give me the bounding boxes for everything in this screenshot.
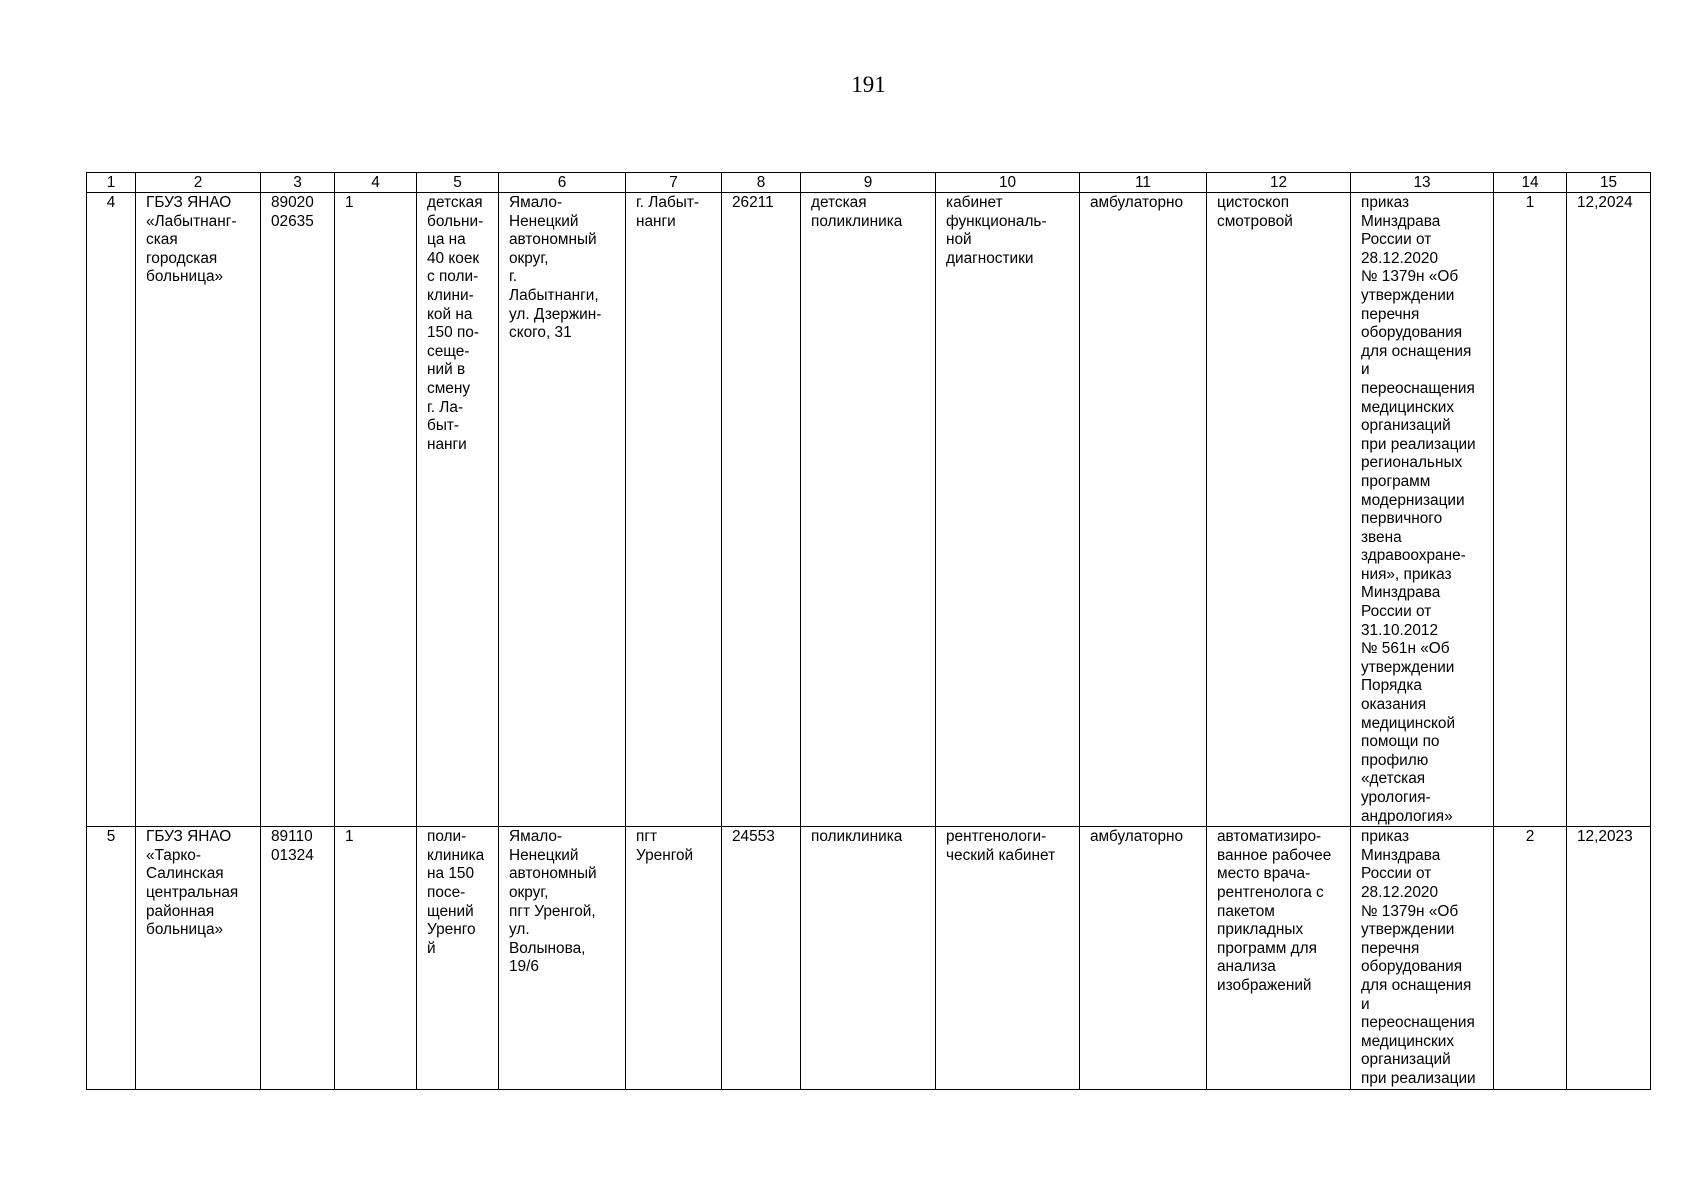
cell-text-line: региональных [1361,454,1463,472]
column-number-cell: 7 [626,173,722,193]
cell-text-line: медицинских [1361,1032,1455,1050]
cell-text-line: помощи по [1361,733,1440,751]
table-cell [1567,193,1651,827]
cell-text-line: Волынова, [509,939,586,957]
cell-text-line: больница» [146,921,224,939]
cell-text-line: при реализации [1361,435,1476,453]
table-cell [499,827,626,1089]
cell-text-line: 01324 [271,846,314,864]
page-number: 191 [851,72,886,97]
table-cell [1351,193,1494,827]
cell-text-line: автономный [509,865,597,883]
table-cell [87,827,136,1089]
cell-text-line: смену [427,379,471,397]
table-cell [335,193,417,827]
cell-text-line: № 561н «Об [1361,640,1450,658]
column-number-cell: 4 [335,173,417,193]
table-cell [936,827,1080,1089]
column-number-cell: 10 [936,173,1080,193]
cell-text-line: «детская [1361,770,1426,788]
cell-text-line: анализа [1217,958,1276,976]
cell-text-line: 150 по- [427,324,479,342]
table-cell [499,193,626,827]
cell-text-line: больни- [427,212,484,230]
cell-text-line: г. [509,268,518,286]
cell-text-line: и [1361,995,1370,1013]
table-row [87,193,1651,827]
cell-text-line: профилю [1361,751,1429,769]
cell-text-line: ванное рабочее [1217,846,1332,864]
table-cell [722,827,801,1089]
cell-text-line: сеще- [427,342,470,360]
cell-text-line: Ямало- [509,828,563,846]
cell-text-line: перечня [1361,305,1420,323]
cell-text-line: детская [811,194,867,211]
cell-text-line: медицинских [1361,398,1455,416]
column-number-cell: 5 [417,173,499,193]
column-number-cell: 12 [1207,173,1351,193]
cell-text-line: ГБУЗ ЯНАО [146,194,232,211]
cell-text-line: ул. Дзержин- [509,305,602,323]
cell-text-line: переоснащения [1361,379,1475,397]
cell-text-line: 12,2024 [1577,194,1633,211]
cell-text-line: районная [146,902,215,920]
cell-text-line: программ для [1217,939,1317,957]
cell-text-line: 24553 [732,828,775,846]
cell-text-line: звена [1361,528,1402,546]
cell-text-line: поликлиника [811,828,903,846]
cell-text-line: приказ [1361,194,1410,211]
cell-text-line: перечня [1361,939,1420,957]
cell-text-line: программ [1361,472,1431,490]
table-cell [626,827,722,1089]
column-number-row [87,173,1651,193]
cell-text-line: утверждении [1361,658,1455,676]
cell-text-line: 2 [1525,828,1535,846]
cell-text-line: ческий кабинет [946,846,1056,864]
table-cell [261,827,335,1089]
cell-text-line: оказания [1361,696,1427,714]
cell-text-line: 89110 [271,828,313,846]
table-cell [1207,193,1351,827]
cell-text-line: 5 [106,828,116,846]
table-cell [417,193,499,827]
cell-text-line: нанги [636,212,676,230]
cell-text-line: ца на [427,231,466,249]
cell-text-line: изображений [1217,976,1312,994]
cell-text-line: Лабытнанги, [509,286,599,304]
cell-text-line: России от [1361,865,1432,883]
cell-text-line: автоматизиро- [1217,828,1322,846]
cell-text-line: № 1379н «Об [1361,268,1459,286]
table-cell [626,193,722,827]
cell-text-line: с поли- [427,268,479,286]
cell-text-line: 02635 [271,212,314,230]
cell-text-line: быт- [427,417,460,435]
cell-text-line: оборудования [1361,324,1463,342]
cell-text-line: при реализации [1361,1069,1476,1087]
cell-text-line: России от [1361,603,1432,621]
table-cell [261,193,335,827]
cell-text-line: пгт [636,828,657,846]
cell-text-line: и [1361,361,1370,379]
cell-text-line: пакетом [1217,902,1275,920]
table-cell [136,827,261,1089]
column-number-cell: 13 [1351,173,1494,193]
cell-text-line: ний в [427,361,466,379]
cell-text-line: автономный [509,231,597,249]
cell-text-line: кой на [427,305,473,323]
table-cell [1207,827,1351,1089]
column-number-cell: 3 [261,173,335,193]
cell-text-line: Минздрава [1361,846,1441,864]
cell-text-line: больница» [146,268,224,286]
cell-text-line: 28.12.2020 [1361,249,1439,267]
table-cell [1494,827,1567,1089]
cell-text-line: приказ [1361,828,1410,846]
column-number-cell: 1 [87,173,136,193]
cell-text-line: Ненецкий [509,212,579,230]
table-cell [722,193,801,827]
column-number-cell: 6 [499,173,626,193]
cell-text-line: поликлиника [811,212,903,230]
cell-text-line: 1 [345,194,354,211]
column-number-cell: 14 [1494,173,1567,193]
column-number-cell: 9 [801,173,936,193]
cell-text-line: й [427,939,436,957]
cell-text-line: амбулаторно [1090,194,1184,211]
cell-text-line: прикладных [1217,921,1304,939]
cell-text-line: городская [146,249,218,267]
cell-text-line: клиника [427,846,485,864]
cell-text-line: утверждении [1361,921,1455,939]
cell-text-line: 28.12.2020 [1361,883,1439,901]
column-number-cell: 15 [1567,173,1651,193]
table-cell [417,827,499,1089]
cell-text-line: «Лабытнанг- [146,212,237,230]
table-cell [136,193,261,827]
cell-text-line: 89020 [271,194,314,211]
table-cell [936,193,1080,827]
cell-text-line: амбулаторно [1090,828,1184,846]
cell-text-line: 4 [106,194,116,211]
cell-text-line: диагностики [946,249,1034,267]
table-row [87,827,1651,1089]
cell-text-line: медицинской [1361,714,1456,732]
cell-text-line: ГБУЗ ЯНАО [146,828,232,846]
cell-text-line: округ, [509,249,549,267]
cell-text-line: на 150 [427,865,475,883]
cell-text-line: ского, 31 [509,324,572,342]
cell-text-line: ной [946,231,972,249]
cell-text-line: центральная [146,883,239,901]
table-cell [1080,193,1207,827]
cell-text-line: Салинская [146,865,224,883]
cell-text-line: урология- [1361,789,1431,806]
cell-text-line: г. Ла- [427,398,464,416]
cell-text-line: России от [1361,231,1432,249]
cell-text-line: нанги [427,435,467,453]
cell-text-line: 1 [1525,194,1535,211]
cell-text-line: 26211 [732,194,774,211]
cell-text-line: цистоскоп [1217,194,1290,211]
cell-text-line: ская [146,231,178,249]
cell-text-line: оборудования [1361,958,1463,976]
cell-text-line: место врача- [1217,865,1311,883]
cell-text-line: утверждении [1361,286,1455,304]
cell-text-line: 1 [345,828,354,846]
table-cell [1351,827,1494,1089]
cell-text-line: ния», приказ [1361,565,1452,583]
cell-text-line: первичного [1361,510,1443,528]
cell-text-line: Минздрава [1361,584,1441,602]
cell-text-line: 31.10.2012 [1361,621,1439,639]
cell-text-line: кабинет [946,194,1003,211]
cell-text-line: г. Лабыт- [636,194,699,211]
cell-text-line: функциональ- [946,212,1047,230]
cell-text-line: № 1379н «Об [1361,902,1459,920]
cell-text-line: «Тарко- [146,846,201,864]
column-number-cell: 8 [722,173,801,193]
cell-text-line: 12,2023 [1577,828,1633,846]
table-cell [801,827,936,1089]
cell-text-line: организаций [1361,417,1451,435]
cell-text-line: клини- [427,286,474,304]
cell-text-line: Порядка [1361,677,1422,695]
cell-text-line: округ, [509,883,549,901]
cell-text-line: организаций [1361,1051,1451,1069]
cell-text-line: 19/6 [509,958,539,976]
equipment-table [86,172,1651,1090]
cell-text-line: для оснащения [1361,976,1472,994]
cell-text-line: модернизации [1361,491,1465,509]
cell-text-line: здравоохране- [1361,547,1466,565]
table-cell [87,193,136,827]
table-cell [335,827,417,1089]
cell-text-line: Ненецкий [509,846,579,864]
table-cell [1080,827,1207,1089]
cell-text-line: щений [427,902,474,920]
cell-text-line: Ямало- [509,194,563,211]
cell-text-line: 40 коек [427,249,480,267]
cell-text-line: рентгенолога с [1217,883,1324,901]
cell-text-line: андрология» [1361,807,1453,825]
column-number-cell: 2 [136,173,261,193]
cell-text-line: посе- [427,883,466,901]
column-number-cell: 11 [1080,173,1207,193]
cell-text-line: поли- [427,828,467,846]
cell-text-line: Уренгой [636,846,694,864]
cell-text-line: смотровой [1217,212,1293,230]
cell-text-line: пгт Уренгой, [509,902,596,920]
cell-text-line: для оснащения [1361,342,1472,360]
table-cell [801,193,936,827]
table-cell [1494,193,1567,827]
table-cell [1567,827,1651,1089]
cell-text-line: Уренго [427,921,476,939]
cell-text-line: детская [427,194,483,211]
cell-text-line: ул. [509,921,530,939]
cell-text-line: переоснащения [1361,1014,1475,1032]
cell-text-line: Минздрава [1361,212,1441,230]
cell-text-line: рентгенологи- [946,828,1047,846]
